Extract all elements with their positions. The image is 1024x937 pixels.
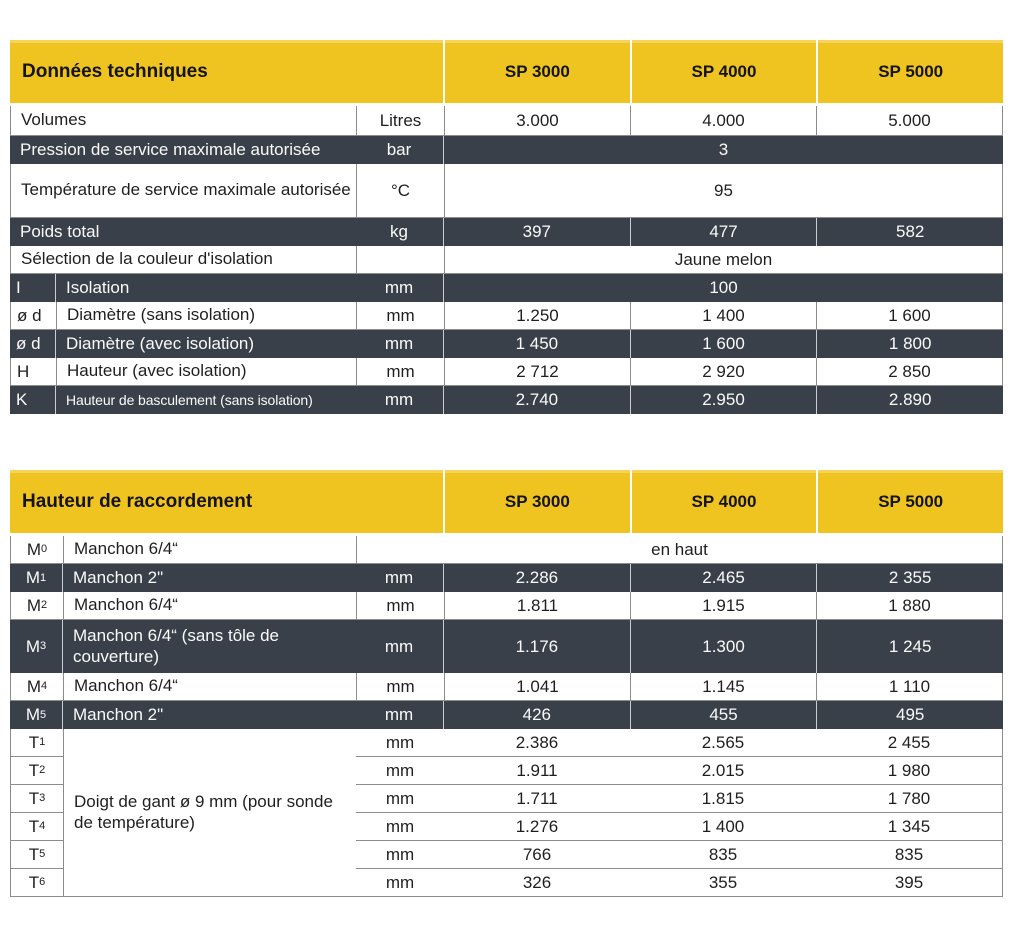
row-code — [11, 536, 63, 563]
row-unit: mm — [385, 788, 415, 808]
code-letter: M — [26, 595, 42, 615]
value-sp3000: 1 450 — [443, 330, 630, 358]
code-letter: M — [26, 539, 42, 559]
value-all-models: 100 — [443, 274, 1003, 302]
row-code — [11, 592, 63, 619]
row-label: Manchon 2" — [62, 701, 355, 729]
code-subscript: 2 — [39, 764, 46, 776]
code-letter: M — [25, 568, 41, 587]
row-code: K — [16, 390, 28, 409]
value-sp3000: 1.176 — [443, 620, 630, 673]
row-unit: mm — [385, 816, 415, 836]
value-sp4000: 1 400 — [630, 302, 816, 329]
code-subscript: 4 — [41, 680, 48, 692]
table-row-couleur-isolation — [10, 246, 1003, 274]
code-letter: T — [28, 872, 40, 892]
row-code — [11, 813, 63, 841]
row-unit: kg — [390, 222, 408, 241]
row-label: Volumes — [21, 110, 87, 130]
value-sp3000: 1.250 — [444, 302, 630, 329]
value-sp3000: 766 — [522, 844, 552, 864]
table-row-poids-total — [10, 218, 1003, 246]
code-subscript: 4 — [39, 820, 46, 832]
value-sp5000: 2.890 — [816, 386, 1003, 414]
code-subscript: 2 — [41, 599, 48, 611]
row-label: Manchon 6/4“ (sans tôle de couverture) — [62, 620, 355, 673]
code-letter: M — [25, 705, 41, 724]
table-row-diametre-avec — [10, 330, 1003, 358]
table1-title: Données techniques — [22, 60, 208, 82]
table-row-pression — [10, 136, 1003, 164]
value-sp3000: 2.286 — [443, 564, 630, 592]
value-sp5000: 395 — [894, 872, 924, 892]
table-row-m3 — [10, 620, 1003, 673]
row-unit: mm — [356, 358, 444, 385]
column-header-sp4000: SP 4000 — [630, 470, 817, 533]
row-label: Diamètre (sans isolation) — [56, 302, 356, 329]
table-row-temperature — [10, 164, 1003, 218]
table-row-t3 — [356, 785, 1002, 813]
value-sp4000: 355 — [708, 872, 738, 892]
row-unit: mm — [356, 673, 444, 700]
table-row-hauteur-avec — [10, 358, 1003, 386]
connection-height-table — [10, 470, 1003, 897]
code-subscript: 3 — [39, 792, 46, 804]
row-label: Manchon 6/4“ — [63, 673, 356, 700]
row-label: Poids total — [20, 221, 100, 241]
row-label: Température de service maximale autorisée — [21, 180, 351, 200]
row-code: I — [16, 278, 21, 297]
value-sp4000: 1.815 — [701, 788, 745, 808]
value-sp4000: 2.465 — [630, 564, 817, 592]
row-code — [10, 564, 62, 592]
table2-header — [10, 470, 1003, 533]
table-row-t1 — [356, 729, 1002, 757]
value-sp5000: 495 — [816, 701, 1003, 729]
row-label: Sélection de la couleur d'isolation — [21, 249, 273, 269]
value-sp3000: 1.711 — [516, 788, 558, 808]
value-sp5000: 2 455 — [887, 732, 931, 752]
table-row-m1 — [10, 564, 1003, 592]
thermowell-values — [356, 729, 1002, 897]
value-sp3000: 2.740 — [443, 386, 630, 414]
value-sp5000: 1 110 — [816, 673, 1002, 700]
row-unit: mm — [384, 278, 414, 297]
row-code — [11, 729, 63, 757]
table-row-t2 — [356, 757, 1002, 785]
row-unit: mm — [385, 844, 415, 864]
row-code — [10, 620, 62, 673]
row-code — [11, 673, 63, 700]
table-row-t5 — [356, 841, 1002, 869]
row-unit: mm — [384, 334, 414, 353]
table-row-m5 — [10, 701, 1003, 729]
value-sp5000: 1 880 — [816, 592, 1002, 619]
value-sp3000: 3.000 — [444, 106, 630, 135]
code-letter: M — [26, 676, 42, 696]
row-label: Isolation — [55, 274, 355, 302]
row-unit: °C — [356, 164, 444, 217]
value-sp4000: 2.015 — [701, 760, 745, 780]
value-sp3000: 1.276 — [515, 816, 559, 836]
row-label: Manchon 6/4“ — [63, 536, 356, 563]
table-row-t6 — [356, 869, 1002, 897]
row-label: Manchon 6/4“ — [63, 592, 356, 619]
value-sp4000: 2.565 — [701, 732, 745, 752]
table-row-t4 — [356, 813, 1002, 841]
code-subscript: 6 — [39, 876, 46, 888]
value-sp5000: 1 245 — [816, 620, 1003, 673]
value-sp4000: 1.915 — [630, 592, 816, 619]
row-code — [10, 701, 62, 729]
row-unit: mm — [356, 592, 444, 619]
value-sp3000: 1.041 — [444, 673, 630, 700]
value-sp5000: 835 — [894, 844, 924, 864]
row-label: Hauteur de basculement (sans isolation) — [55, 386, 355, 414]
row-unit: mm — [384, 636, 414, 656]
row-unit: mm — [385, 732, 415, 752]
value-sp4000: 1 600 — [630, 330, 817, 358]
table-row-volumes — [10, 106, 1003, 136]
value-sp4000: 1.145 — [630, 673, 816, 700]
column-header-sp5000: SP 5000 — [816, 40, 1003, 103]
thermowell-merged-label: Doigt de gant ø 9 mm (pour sonde de température) — [63, 729, 356, 897]
code-subscript: 1 — [40, 571, 47, 584]
column-header-sp5000: SP 5000 — [816, 470, 1003, 533]
row-code — [11, 869, 63, 897]
row-unit: Litres — [356, 106, 444, 135]
row-label: Hauteur (avec isolation) — [56, 358, 356, 385]
value-sp5000: 2 850 — [816, 358, 1002, 385]
table-row-diametre-sans — [10, 302, 1003, 330]
value-sp4000: 4.000 — [630, 106, 816, 135]
value-sp5000: 1 800 — [816, 330, 1003, 358]
table-row-m0 — [10, 536, 1003, 564]
row-code — [11, 785, 63, 813]
row-unit: mm — [384, 705, 414, 724]
thermowell-codes — [11, 729, 63, 897]
table-row-hauteur-basculement — [10, 386, 1003, 414]
row-label: Pression de service maximale autorisée — [20, 139, 321, 159]
value-sp5000: 1 345 — [887, 816, 931, 836]
column-header-sp3000: SP 3000 — [443, 470, 630, 533]
row-unit: mm — [384, 568, 414, 587]
row-unit: mm — [356, 302, 444, 329]
code-letter: T — [28, 760, 40, 780]
code-letter: M — [25, 636, 41, 656]
value-sp4000: 455 — [630, 701, 817, 729]
code-subscript: 3 — [40, 640, 47, 652]
row-code — [11, 841, 63, 869]
value-sp5000: 582 — [816, 218, 1003, 246]
value-sp3000: 426 — [443, 701, 630, 729]
value-sp3000: 1.911 — [516, 760, 558, 780]
row-code: H — [17, 361, 30, 381]
code-subscript: 1 — [39, 736, 46, 748]
column-header-sp4000: SP 4000 — [630, 40, 817, 103]
value-sp3000: 397 — [443, 218, 630, 246]
value-sp3000: 2.386 — [515, 732, 559, 752]
value-sp5000: 1 780 — [887, 788, 931, 808]
code-letter: T — [28, 788, 40, 808]
row-unit — [356, 246, 444, 273]
value-sp4000: 477 — [630, 218, 817, 246]
row-label: Diamètre (avec isolation) — [55, 330, 355, 358]
table1-header — [10, 40, 1003, 103]
row-code: ø d — [17, 305, 42, 325]
table-row-isolation — [10, 274, 1003, 302]
code-subscript: 5 — [39, 848, 46, 860]
value-sp4000: 2.950 — [630, 386, 817, 414]
code-subscript: 0 — [41, 543, 48, 555]
value-all-models: Jaune melon — [444, 246, 1002, 273]
value-sp4000: 2 920 — [630, 358, 816, 385]
row-unit: mm — [385, 872, 415, 892]
value-sp4000: 835 — [708, 844, 738, 864]
table-row-m4 — [10, 673, 1003, 701]
value-all-models: 3 — [443, 136, 1003, 164]
table2-title: Hauteur de raccordement — [22, 490, 253, 512]
value-sp4000: 1.300 — [630, 620, 817, 673]
value-sp5000: 5.000 — [816, 106, 1002, 135]
row-unit: mm — [385, 760, 415, 780]
thermowell-group — [10, 729, 1003, 897]
value-sp3000: 2 712 — [444, 358, 630, 385]
table-row-m2 — [10, 592, 1003, 620]
value-sp5000: 1 600 — [816, 302, 1002, 329]
code-subscript: 5 — [40, 708, 47, 721]
value-sp4000: 1 400 — [701, 816, 745, 836]
row-code: ø d — [16, 334, 41, 353]
value-sp3000: 1.811 — [444, 592, 630, 619]
code-letter: T — [28, 844, 40, 864]
value-all-models: en haut — [356, 536, 1002, 563]
row-unit: bar — [386, 140, 412, 159]
code-letter: T — [28, 816, 40, 836]
value-sp5000: 1 980 — [887, 760, 931, 780]
row-code — [11, 757, 63, 785]
value-sp5000: 2 355 — [816, 564, 1003, 592]
value-sp3000: 326 — [522, 872, 552, 892]
column-header-sp3000: SP 3000 — [443, 40, 630, 103]
row-label: Manchon 2" — [62, 564, 355, 592]
value-all-models: 95 — [444, 164, 1002, 217]
technical-data-table — [10, 40, 1003, 414]
row-unit: mm — [384, 390, 414, 409]
code-letter: T — [28, 732, 40, 752]
